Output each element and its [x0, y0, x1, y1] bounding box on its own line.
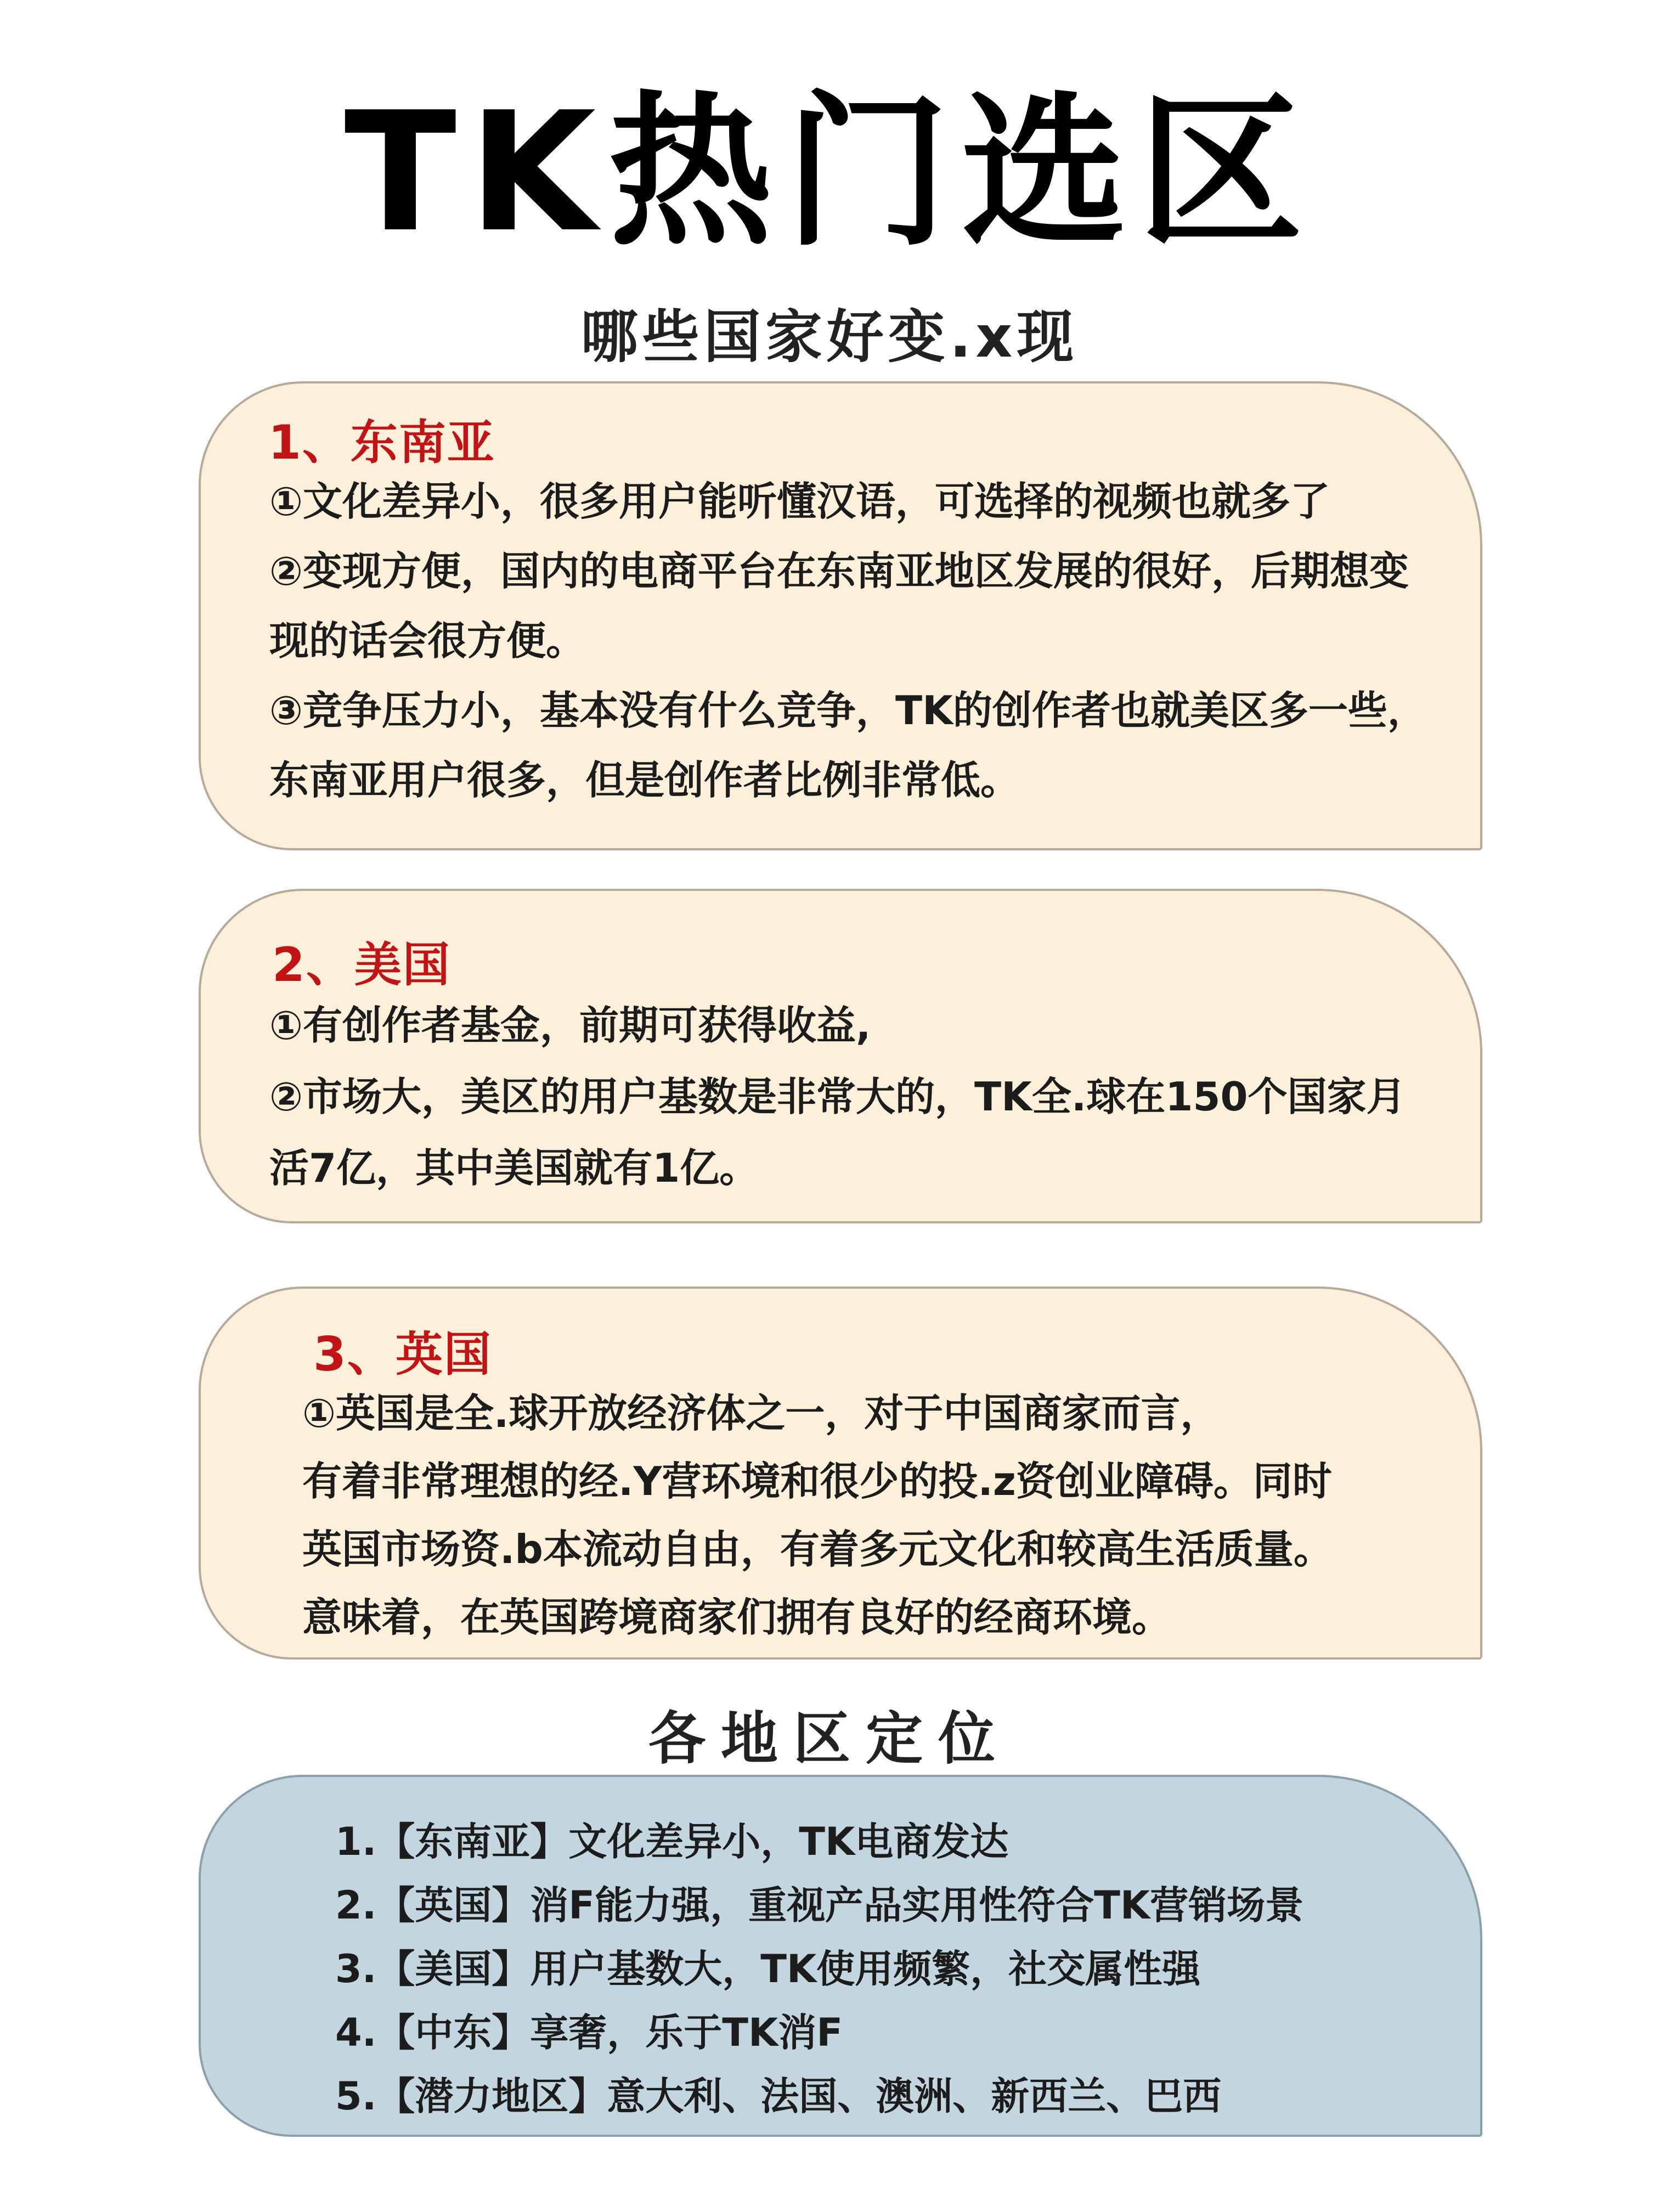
card-line: ①文化差异小，很多用户能听懂汉语，可选择的视频也就多了: [269, 478, 1330, 524]
card-line: ③竞争压力小，基本没有什么竞争，TK的创作者也就美区多一些，东南亚用户很多，但是创作者比例非常低。: [269, 687, 1427, 803]
region-card-uk: [199, 1286, 1482, 1660]
summary-list: [335, 1810, 1447, 2128]
card-heading: 3、英国: [313, 1327, 492, 1382]
card-body: [269, 467, 1431, 815]
card-line: ②变现方便，国内的电商平台在东南亚地区发展的很好，后期想变现的话会很方便。: [269, 548, 1409, 664]
region-card-usa: [199, 889, 1482, 1223]
card-line: 意味着，在英国跨境商家们拥有良好的经商环境。: [302, 1594, 1172, 1640]
list-item: 2.【英国】消F能力强，重视产品实用性符合TK营销场景: [335, 1883, 1304, 1928]
list-item: 3.【美国】用户基数大，TK使用频繁，社交属性强: [335, 1946, 1201, 1991]
list-item: 5.【潜力地区】意大利、法国、澳洲、新西兰、巴西: [335, 2074, 1222, 2119]
page-subtitle: 哪些国家好变.x现: [580, 303, 1079, 370]
summary-card: [199, 1775, 1482, 2137]
card-line: ①英国是全.球开放经济体之一，对于中国商家而言，: [302, 1390, 1220, 1436]
card-line: 英国市场资.b本流动自由，有着多元文化和较高生活质量。: [302, 1526, 1333, 1572]
card-body: [269, 990, 1431, 1204]
card-line: 有着非常理想的经.Y营环境和很少的投.z资创业障碍。同时: [302, 1458, 1332, 1504]
summary-title: 各地区定位: [648, 1705, 1011, 1772]
card-line: ②市场大，美区的用户基数是非常大的，TK全.球在150个国家月活7亿，其中美国就有1亿。: [269, 1074, 1406, 1191]
list-item: 1.【东南亚】文化差异小，TK电商发达: [335, 1819, 1009, 1864]
page-title: TK热门选区: [344, 77, 1315, 268]
list-item: 4.【中东】享奢，乐于TK消F: [335, 2010, 843, 2055]
card-line: ①有创作者基金，前期可获得收益,: [269, 1002, 871, 1048]
region-card-southeast-asia: [199, 381, 1482, 850]
card-heading: 2、美国: [272, 938, 451, 992]
card-heading: 1、东南亚: [268, 415, 495, 470]
card-body: [302, 1379, 1431, 1651]
